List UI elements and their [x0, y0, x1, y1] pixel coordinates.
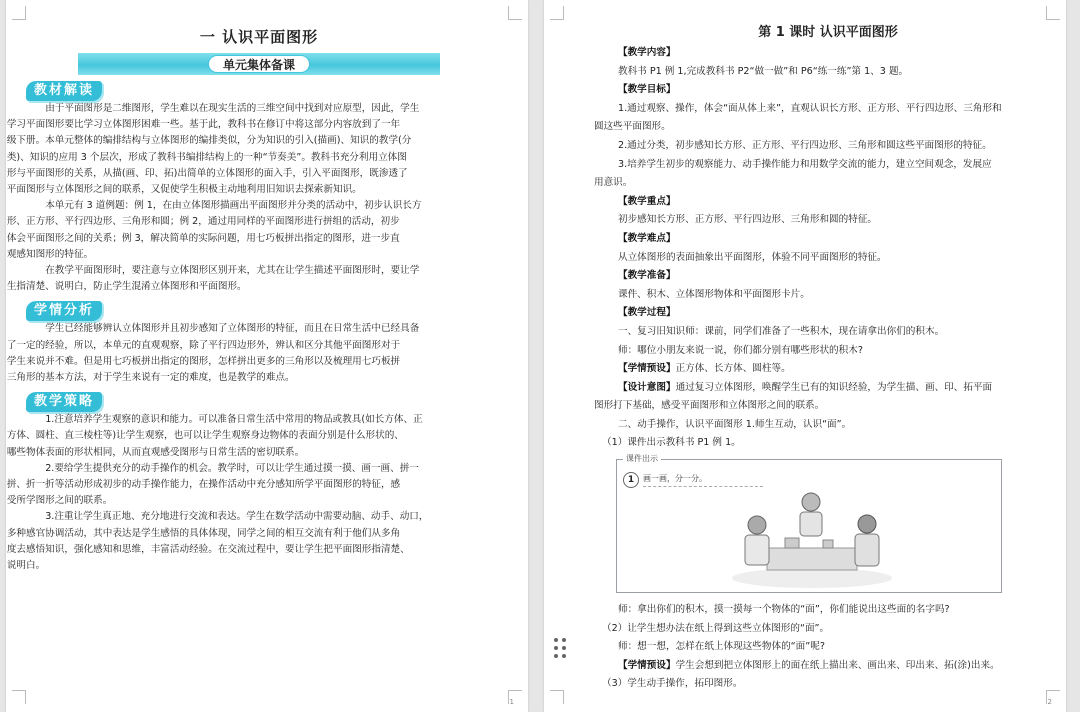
lesson-line — [594, 323, 1062, 342]
paragraph-line: 学习平面图形要比学习立体图形困难一些。基于此，教科书在修订中将这部分内容放到了一年 — [6, 119, 401, 131]
lesson-text: 二、动手操作，认识平面图形 1.师生互动，认识“面”。 — [618, 418, 852, 430]
paragraph-line: 由于平面图形是二维图形，学生难以在现实生活的三维空间中找到对应原型，因此，学生 — [45, 103, 420, 114]
lesson-tag: 【教学准备】 — [618, 270, 676, 282]
lesson-line — [594, 249, 1062, 268]
section-heading: 教材解读 — [26, 81, 102, 101]
lesson-line — [594, 230, 1062, 249]
lesson-line — [594, 286, 1062, 305]
paragraph-line: 三角形的基本方法，对于学生来说有一定的难度，也是教学的难点。 — [6, 372, 295, 384]
lesson-text: 师：哪位小朋友来说一说，你们都分别有哪些形状的积木? — [618, 344, 863, 356]
corner-mark — [508, 6, 522, 20]
lesson-line — [594, 137, 1062, 156]
lesson-lines-bottom — [594, 601, 1062, 694]
lesson-line — [594, 211, 1062, 230]
children-illustration — [727, 490, 897, 590]
lesson-line — [594, 620, 1062, 639]
lesson-text: 圆这些平面图形。 — [594, 121, 671, 133]
paragraph-line: 方体、圆柱、直三棱柱等)让学生观察，也可以让学生观察身边物体的表面分别是什么形状的、 — [6, 430, 404, 442]
lesson-text: 一、复习旧知识师：课前，同学们准备了一些积木，现在请拿出你们的积木。 — [618, 325, 945, 337]
banner — [78, 53, 440, 75]
paragraph-line: 形、正方形、平行四边形、三角形和圆；例 2，通过用同样的平面图形进行拼组的活动，初步 — [6, 216, 400, 228]
paragraph-line: 拼、折一折等活动形成初步的动手操作能力，在操作活动中充分感知所学平面图形的特征，感 — [6, 479, 401, 491]
lesson-line — [594, 379, 1062, 398]
corner-mark — [12, 690, 26, 704]
left-sections — [6, 75, 492, 574]
paragraph-line: 受所学图形之间的联系。 — [6, 495, 113, 507]
lesson-text: 1.通过观察、操作，体会“面从体上来”，直观认识长方形、正方形、平行四边形、三角形和 — [618, 102, 1002, 114]
lesson-text: 教科书 P1 例 1,完成教科书 P2“做一做”和 P6“练一练”第 1、3 题。 — [618, 65, 909, 77]
lesson-text: 正方体、长方体、圆柱等。 — [675, 363, 791, 375]
corner-mark — [550, 6, 564, 20]
lesson-line — [594, 434, 1062, 453]
lesson-lines-top — [594, 44, 1062, 453]
section-heading: 学情分析 — [26, 301, 102, 321]
lesson-line — [594, 675, 1062, 694]
lesson-text: 图形打下基础，感受平面图形和立体图形之间的联系。 — [594, 400, 825, 412]
section-heading: 教学策略 — [26, 392, 102, 412]
courseware-label: 课件出示 — [623, 453, 661, 464]
lesson-line — [594, 360, 1062, 379]
drag-handle-icon[interactable] — [553, 637, 567, 659]
lesson-tag: 【设计意图】 — [618, 381, 676, 393]
paragraph-line: 生指清楚、说明白，防止学生混淆立体图形和平面图形。 — [6, 281, 247, 293]
lesson-text: 师：拿出你们的积木，摸一摸每一个物体的“面”，你们能说出这些面的名字吗? — [618, 604, 950, 616]
lesson-text: 从立体图形的表面抽象出平面图形，体验不同平面图形的特征。 — [618, 251, 887, 263]
lesson-text: 2.通过分类，初步感知长方形、正方形、平行四边形、三角形和圆这些平面图形的特征。 — [618, 139, 992, 151]
lesson-title: 第 1 课时 认识平面图形 — [758, 25, 898, 40]
lesson-tag: 【学情预设】 — [618, 659, 676, 671]
corner-mark — [1046, 6, 1060, 20]
paragraph-line: 说明白。 — [6, 560, 46, 572]
lesson-text: 初步感知长方形、正方形、平行四边形、三角形和圆的特征。 — [618, 214, 878, 226]
lesson-text: 通过复习立体图形，唤醒学生已有的知识经验，为学生描、画、印、拓平面 — [675, 381, 993, 393]
paragraph-line: 了一定的经验，所以，本单元的直观观察，除了平行四边形外，辨认和区分其他平面图形对于 — [6, 339, 401, 351]
paragraph — [6, 509, 492, 574]
lesson-text: （3）学生动手操作，拓印图形。 — [602, 678, 743, 690]
paragraph — [6, 321, 492, 386]
lesson-text: 学生会想到把立体图形上的面在纸上描出来、画出来、印出来、拓(涂)出来。 — [675, 659, 1000, 671]
page-left — [6, 0, 528, 712]
lesson-line — [594, 304, 1062, 323]
paragraph-line: 多种感官协调活动，其中表达是学生感悟的具体体现，同学之间的相互交流有利于他们从多角 — [6, 527, 401, 539]
paragraph — [6, 412, 492, 461]
paragraph — [6, 198, 492, 263]
corner-mark — [12, 6, 26, 20]
paragraph-line: 在教学平面图形时，要注意与立体图形区别开来，尤其在让学生描述平面图形时，要让学 — [45, 265, 420, 277]
lesson-tag: 【教学目标】 — [618, 84, 676, 96]
paragraph-line: 平面图形与立体图形之间的联系，又促使学生积极主动地利用旧知识去探索新知识。 — [6, 184, 362, 196]
courseware-caption: 画一画，分一分。 — [643, 474, 707, 484]
lesson-line — [594, 100, 1062, 119]
paragraph-line: 学生已经能够辨认立体图形并且初步感知了立体图形的特征，而且在日常生活中已经具备 — [45, 323, 420, 335]
unit-title: 一 认识平面图形 — [199, 28, 319, 46]
paragraph-line: 哪些物体表面的形状相同，从而直观感受图形与日常生活的密切联系。 — [6, 446, 305, 458]
lesson-text: 师：想一想，怎样在纸上体现这些物体的“面”呢? — [618, 641, 825, 653]
example-number: 1 — [623, 472, 639, 488]
lesson-line — [594, 63, 1062, 82]
paragraph-line: 度去感悟知识，强化感知和思维，丰富活动经验。在交流过程中，要让学生把平面图形指清楚、 — [6, 543, 410, 555]
lesson-tag: 【学情预设】 — [618, 363, 676, 375]
courseware-box — [616, 454, 1002, 593]
paragraph-line: 学生来说并不难。但是用七巧板拼出指定的图形，怎样拼出更多的三角形以及梳理用七巧板拼 — [6, 355, 401, 367]
lesson-tag: 【教学过程】 — [618, 307, 676, 319]
paragraph-line: 形与平面图形的关系，从描(画、印、拓)出简单的立体图形的面入手，引入平面图形，既渗透了 — [6, 167, 408, 179]
paragraph — [6, 461, 492, 510]
lesson-tag: 【教学重点】 — [618, 195, 676, 207]
paragraph-line: 观感知图形的特征。 — [6, 248, 94, 260]
paragraph — [6, 263, 492, 295]
banner-label: 单元集体备课 — [208, 55, 310, 73]
corner-mark — [550, 690, 564, 704]
page-right — [544, 0, 1066, 712]
lesson-line — [594, 657, 1062, 676]
paragraph-line: 1.注意培养学生观察的意识和能力。可以准备日常生活中常用的物品或教具(如长方体、正 — [45, 414, 423, 426]
lesson-text: （2）让学生想办法在纸上得到这些立体图形的“面”。 — [602, 622, 830, 634]
lesson-line — [594, 416, 1062, 435]
caption-underline — [643, 486, 763, 487]
lesson-line — [594, 342, 1062, 361]
paragraph-line: 本单元有 3 道例题：例 1，在由立体图形描画出平面图形并分类的活动中，初步认识长方 — [45, 200, 422, 212]
lesson-line — [594, 601, 1062, 620]
left-page-content — [6, 24, 492, 574]
lesson-text: 3.培养学生初步的观察能力、动手操作能力和用数学交流的能力，建立空间观念，发展应 — [618, 158, 992, 170]
lesson-line — [594, 156, 1062, 175]
lesson-tag: 【教学内容】 — [618, 47, 676, 58]
lesson-line — [594, 44, 1062, 63]
paragraph-line: 类)、知识的应用 3 个层次，形成了教科书编排结构上的一种“节奏美”。教科书充分利用立体图 — [6, 151, 407, 163]
lesson-line — [594, 267, 1062, 286]
right-page-content — [594, 22, 1062, 694]
lesson-line — [594, 193, 1062, 212]
paragraph-line: 体会平面图形之间的关系；例 3，解决简单的实际问题，用七巧板拼出指定的图形，进一步直 — [6, 232, 400, 244]
lesson-line — [594, 397, 1062, 416]
lesson-text: （1）课件出示教科书 P1 例 1。 — [602, 437, 741, 449]
page-number: 2 — [1047, 698, 1052, 706]
paragraph-line: 级下册。本单元整体的编排结构与立体图形的编排类似，分为知识的引入(描画)、知识的教学(分 — [6, 135, 412, 147]
lesson-text: 课件、积木、立体图形物体和平面图形卡片。 — [618, 288, 810, 300]
lesson-line — [594, 81, 1062, 100]
lesson-text: 用意识。 — [594, 177, 633, 189]
lesson-line — [594, 174, 1062, 193]
lesson-tag: 【教学难点】 — [618, 232, 676, 244]
paragraph-line: 2.要给学生提供充分的动手操作的机会。教学时，可以让学生通过摸一摸、画一画、拼一 — [45, 462, 419, 474]
paragraph — [6, 101, 492, 198]
paragraph-line: 3.注重让学生真正地、充分地进行交流和表达。学生在数学活动中需要动脑、动手、动口， — [45, 511, 429, 523]
page-number: 1 — [509, 698, 514, 706]
lesson-line — [594, 638, 1062, 657]
lesson-line — [594, 118, 1062, 137]
